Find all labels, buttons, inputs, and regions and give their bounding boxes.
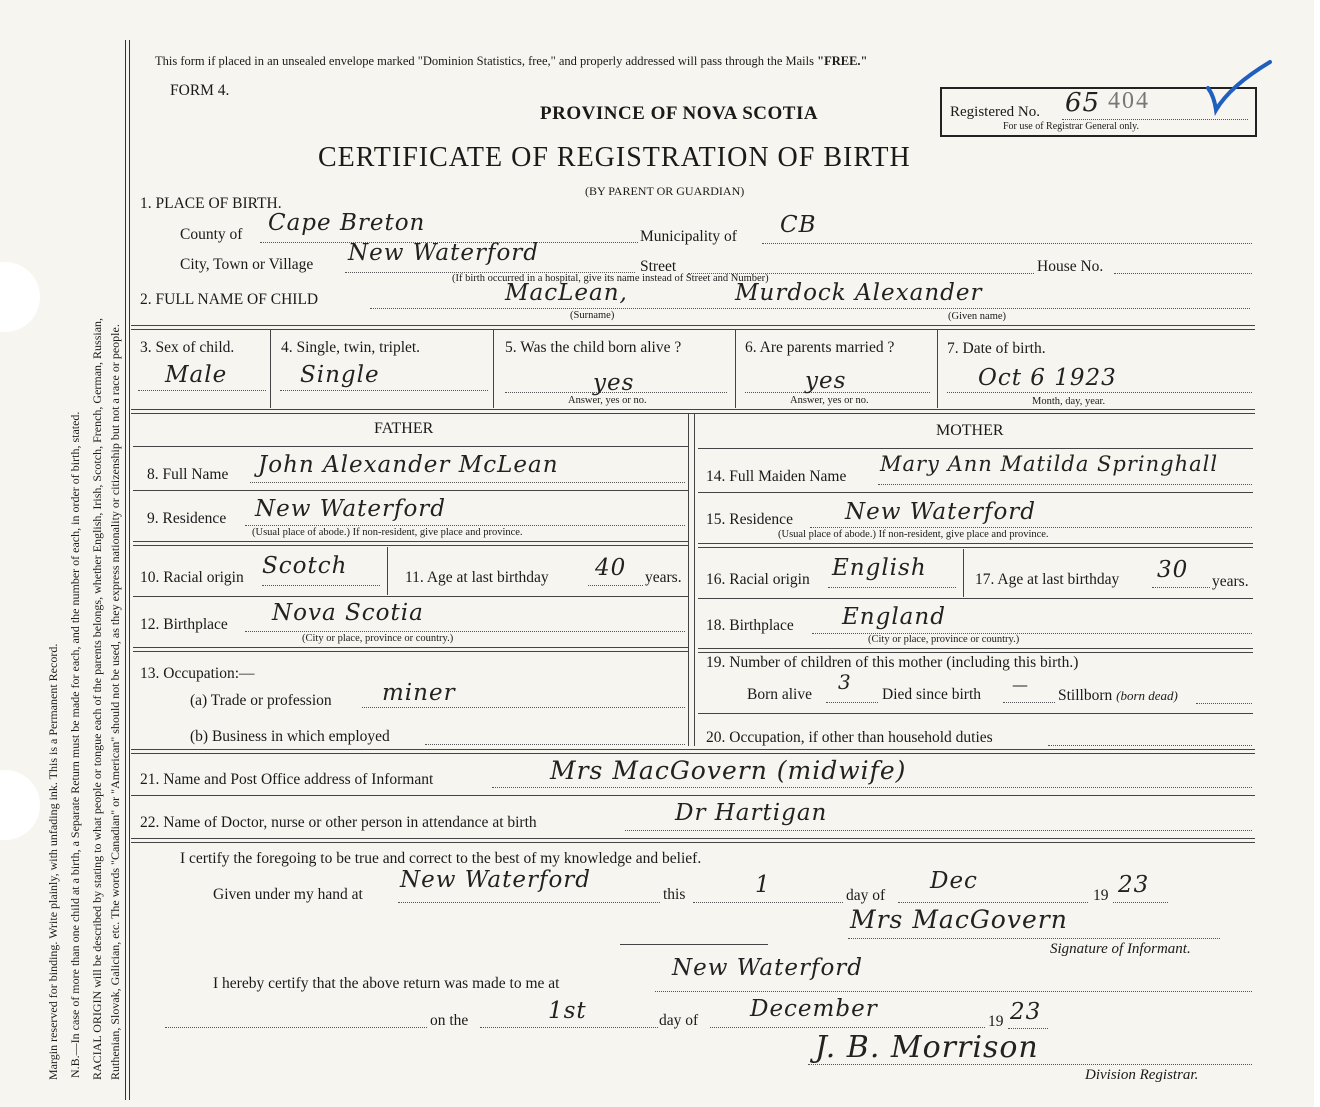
stillborn-line xyxy=(1196,703,1252,704)
registrar-signature: J. B. Morrison xyxy=(815,1030,1039,1065)
section-divider-4 xyxy=(131,838,1255,843)
year-value-2: 23 xyxy=(1010,999,1042,1025)
month-value: Dec xyxy=(930,868,978,894)
county-label: County of xyxy=(180,226,243,243)
born-alive-count-value: 3 xyxy=(838,670,852,694)
mother-residence-note: (Usual place of abode.) If non-resident, give place and province. xyxy=(778,529,1049,540)
doctor-value: Dr Hartigan xyxy=(675,800,828,826)
stillborn-label xyxy=(1058,687,1178,705)
business-line xyxy=(425,744,685,745)
born-alive-count-line xyxy=(826,702,878,703)
father-birthplace-line xyxy=(245,631,685,632)
certificate-subtitle: (BY PARENT OR GUARDIAN) xyxy=(585,184,745,198)
province-heading: PROVINCE OF NOVA SCOTIA xyxy=(540,103,819,124)
col-divider-6-7 xyxy=(937,330,938,408)
mother-occupation-line xyxy=(1048,745,1252,746)
child-given-name: Murdock Alexander xyxy=(735,280,983,306)
born-alive-label: 5. Was the child born alive ? xyxy=(505,339,682,356)
informant-value: Mrs MacGovern (midwife) xyxy=(550,756,907,785)
informant-signature: Mrs MacGovern xyxy=(850,905,1068,934)
occupation-label: 13. Occupation:— xyxy=(140,665,255,682)
single-twin-value: Single xyxy=(300,362,380,388)
trade-label: (a) Trade or profession xyxy=(190,692,332,709)
parents-divider-a xyxy=(688,414,689,746)
father-heading-rule xyxy=(133,446,688,447)
margin-rule-2 xyxy=(129,40,130,1100)
year-line xyxy=(1113,902,1168,903)
day-of-label: day of xyxy=(846,887,886,904)
city-label: City, Town or Village xyxy=(180,256,314,273)
month-line xyxy=(898,902,1088,903)
mail-notice-text: This form if placed in an unsealed envelope marked "Dominion Statistics, free," and properly addressed will pass through the Mails xyxy=(155,54,818,68)
mother-residence-value: New Waterford xyxy=(845,499,1037,525)
date-of-birth-note: Month, day, year. xyxy=(1032,396,1106,407)
registrar-lead-line xyxy=(165,1027,427,1028)
parents-married-label: 6. Are parents married ? xyxy=(745,339,895,356)
section-divider-1 xyxy=(131,325,1255,330)
place-of-birth-label: 1. PLACE OF BIRTH. xyxy=(140,195,282,212)
municipality-value: CB xyxy=(780,212,817,238)
father-racial-label: 10. Racial origin xyxy=(140,569,244,586)
mother-racial-value: English xyxy=(832,555,927,581)
date-of-birth-label: 7. Date of birth. xyxy=(947,340,1046,357)
business-label: (b) Business in which employed xyxy=(190,728,390,745)
died-since-birth-label: Died since birth xyxy=(882,686,982,703)
parents-divider-b xyxy=(694,414,695,746)
trade-value: miner xyxy=(382,680,456,706)
father-years-label: years. xyxy=(645,569,682,586)
margin-note-racial-1: RACIAL ORIGIN will be described by stating to what people or tongue each of the parents belongs, whether English, Irish, Scotch, French, German, Russian, xyxy=(90,317,104,1080)
form-number: FORM 4. xyxy=(170,82,230,99)
informant-label: 21. Name and Post Office address of Informant xyxy=(140,771,434,788)
born-alive-count-label: Born alive xyxy=(747,686,812,703)
mail-notice xyxy=(155,54,867,69)
date-of-birth-value: Oct 6 1923 xyxy=(978,365,1117,391)
given-place-value: New Waterford xyxy=(400,867,592,893)
mother-name-value: Mary Ann Matilda Springhall xyxy=(880,452,1219,476)
parents-married-value: yes xyxy=(805,368,847,394)
registrar-signature-line xyxy=(808,1064,1252,1065)
mother-birthplace-value: England xyxy=(842,604,946,630)
registered-label: Registered No. xyxy=(950,104,1040,120)
informant-signature-line xyxy=(848,938,1220,939)
died-since-birth-value: — xyxy=(1012,675,1029,694)
mother-rule-18 xyxy=(698,648,1253,653)
municipality-line xyxy=(762,243,1252,244)
stillborn-label-text: Stillborn xyxy=(1058,687,1113,704)
hospital-note: (If birth occurred in a hospital, give its name instead of Street and Number) xyxy=(452,273,769,284)
mother-racial-line xyxy=(828,587,956,588)
section-divider-3 xyxy=(131,749,1255,754)
on-the-value: 1st xyxy=(548,998,587,1024)
month-value-2: December xyxy=(750,996,878,1022)
given-name-note: (Given name) xyxy=(948,311,1007,322)
mother-heading-rule xyxy=(698,448,1253,449)
date-of-birth-line xyxy=(947,392,1252,393)
sex-value: Male xyxy=(165,362,228,388)
registrar-statement: I hereby certify that the above return was made to me at xyxy=(213,975,560,992)
born-alive-note: Answer, yes or no. xyxy=(568,395,647,406)
section-divider-2 xyxy=(131,409,1255,414)
mother-heading: MOTHER xyxy=(936,422,1004,439)
child-name-line xyxy=(370,308,1250,309)
margin-note-nb: N.B.—In case of more than one child at a birth, a Separate Return must be made for each, and the number of each, in order of birth, stated. xyxy=(68,411,82,1078)
father-rule-8 xyxy=(133,490,688,491)
margin-note-binding: Margin reserved for binding. Write plainly, with unfading ink. This is a Permanent Record. xyxy=(46,643,60,1080)
father-age-label: 11. Age at last birthday xyxy=(405,569,549,586)
registered-handwritten: 65 xyxy=(1065,88,1101,118)
col-divider-4-5 xyxy=(493,330,494,408)
given-place-line xyxy=(398,902,660,903)
col-divider-5-6 xyxy=(735,330,736,408)
registrar-signature-label: Division Registrar. xyxy=(1085,1067,1199,1083)
father-name-value: John Alexander McLean xyxy=(258,452,559,478)
binding-hole-bottom xyxy=(0,770,40,840)
trade-line xyxy=(362,707,685,708)
doctor-line xyxy=(625,830,1252,831)
mother-name-line xyxy=(878,484,1252,485)
mother-age-line xyxy=(1152,587,1210,588)
mother-name-label: 14. Full Maiden Name xyxy=(706,468,847,485)
sex-label: 3. Sex of child. xyxy=(140,339,235,356)
binding-hole-top xyxy=(0,262,40,332)
mother-age-value: 30 xyxy=(1157,557,1189,583)
margin-note-racial-2: Ruthenian, Slovak, Galician, etc. The words "Canadian" or "American" should not be used, as they express nationality or citizenship but not a race or people. xyxy=(108,324,122,1080)
father-racial-divider xyxy=(387,547,388,595)
father-age-line xyxy=(588,585,643,586)
child-surname: MacLean, xyxy=(505,280,628,306)
mother-rule-14 xyxy=(698,492,1253,493)
checkmark-icon xyxy=(1200,56,1280,120)
father-racial-line xyxy=(262,585,380,586)
informant-line xyxy=(492,787,1252,788)
county-value: Cape Breton xyxy=(268,210,426,236)
father-birthplace-note: (City or place, province or country.) xyxy=(302,633,454,644)
year-prefix: 19 xyxy=(1093,887,1109,904)
street-label: Street xyxy=(640,258,677,275)
house-number-label: House No. xyxy=(1037,258,1104,275)
certificate-title: CERTIFICATE OF REGISTRATION OF BIRTH xyxy=(318,142,911,173)
father-birthplace-label: 12. Birthplace xyxy=(140,616,228,633)
child-name-label: 2. FULL NAME OF CHILD xyxy=(140,291,319,308)
surname-note: (Surname) xyxy=(570,310,615,321)
father-name-label: 8. Full Name xyxy=(147,466,229,483)
margin-rule xyxy=(125,40,126,1100)
stillborn-note: (born dead) xyxy=(1116,688,1178,703)
house-number-line xyxy=(1114,273,1252,274)
mother-years-label: years. xyxy=(1212,573,1249,590)
mother-racial-label: 16. Racial origin xyxy=(706,571,810,588)
father-rule-12 xyxy=(133,647,688,652)
col-divider-3-4 xyxy=(270,330,271,408)
mother-rule-19 xyxy=(698,713,1253,714)
on-the-label: on the xyxy=(430,1012,469,1029)
informant-signature-label: Signature of Informant. xyxy=(1050,941,1191,957)
year-line-2 xyxy=(1008,1028,1048,1029)
born-alive-value: yes xyxy=(593,370,635,396)
father-heading: FATHER xyxy=(374,420,434,437)
single-twin-label: 4. Single, twin, triplet. xyxy=(281,339,421,356)
registrar-place-line xyxy=(655,991,1252,992)
father-rule-9 xyxy=(133,541,688,546)
sex-line xyxy=(138,390,266,391)
on-the-line xyxy=(480,1027,658,1028)
father-name-line xyxy=(250,482,685,483)
this-label: this xyxy=(663,886,686,903)
certification-separator xyxy=(620,944,768,945)
mail-notice-free: "FREE." xyxy=(817,54,868,68)
registrar-note: For use of Registrar General only. xyxy=(1003,121,1139,132)
father-residence-value: New Waterford xyxy=(255,496,447,522)
informant-rule xyxy=(131,795,1255,796)
father-birthplace-value: Nova Scotia xyxy=(272,600,424,626)
father-residence-label: 9. Residence xyxy=(147,510,227,527)
year-prefix-2: 19 xyxy=(988,1013,1004,1030)
given-under-hand-label: Given under my hand at xyxy=(213,886,363,903)
mother-residence-line xyxy=(810,527,1252,528)
mother-birthplace-note: (City or place, province or country.) xyxy=(868,634,1020,645)
children-count-label: 19. Number of children of this mother (including this birth.) xyxy=(706,654,1079,671)
this-day-line xyxy=(693,902,843,903)
mother-rule-15 xyxy=(698,543,1253,548)
day-of-label-2: day of xyxy=(659,1012,699,1029)
municipality-label: Municipality of xyxy=(640,228,737,245)
mother-rule-16 xyxy=(698,598,1253,599)
father-residence-line xyxy=(245,525,685,526)
mother-birthplace-label: 18. Birthplace xyxy=(706,617,794,634)
father-racial-value: Scotch xyxy=(262,553,348,579)
registered-stamped-number: 404 xyxy=(1108,88,1150,114)
month-line-2 xyxy=(710,1027,985,1028)
father-rule-10 xyxy=(133,596,688,597)
mother-age-label: 17. Age at last birthday xyxy=(975,571,1120,588)
father-residence-note: (Usual place of abode.) If non-resident, give place and province. xyxy=(252,527,523,538)
parents-married-note: Answer, yes or no. xyxy=(790,395,869,406)
father-age-value: 40 xyxy=(595,555,627,581)
single-twin-line xyxy=(280,390,488,391)
doctor-label: 22. Name of Doctor, nurse or other person in attendance at birth xyxy=(140,814,537,831)
certify-statement: I certify the foregoing to be true and correct to the best of my knowledge and belief. xyxy=(180,850,702,867)
this-day-value: 1 xyxy=(755,872,771,898)
mother-occupation-label: 20. Occupation, if other than household duties xyxy=(706,729,993,746)
city-value: New Waterford xyxy=(348,240,540,266)
year-value: 23 xyxy=(1118,872,1150,898)
registrar-place-value: New Waterford xyxy=(672,955,864,981)
mother-racial-divider xyxy=(963,549,964,597)
mother-residence-label: 15. Residence xyxy=(706,511,793,528)
died-since-birth-line xyxy=(1003,702,1055,703)
